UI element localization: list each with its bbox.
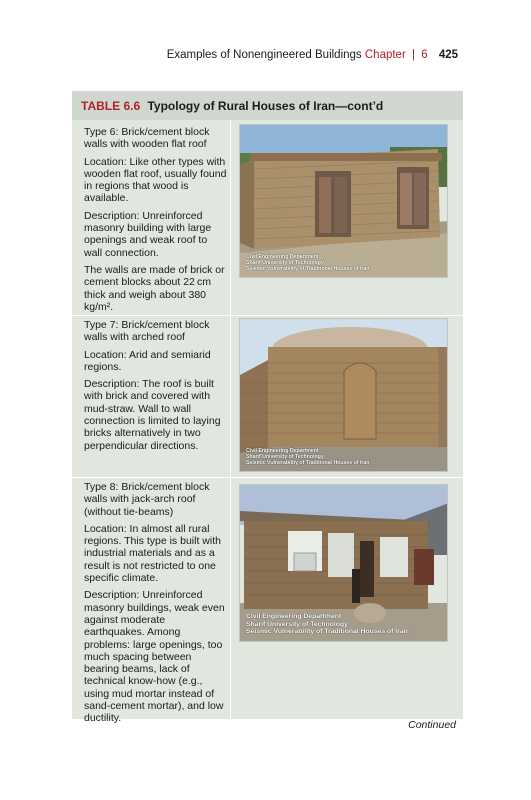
row-paragraph: Type 7: Brick/cement block walls with arched roof: [84, 319, 210, 344]
row-paragraph: Type 6: Brick/cement block walls with wooden flat roof: [84, 126, 210, 151]
table-row-type-6-description: [84, 126, 227, 318]
row-paragraph: Description: The roof is built with brick and covered with mud-straw. Wall to wall connection is limited to laying bricks alternatively in two perpendicular directions.: [84, 378, 221, 452]
photo-credit: Civil Engineering Department Sharif University of Technology Seismic Vulnerability of Traditional Houses of Iran: [246, 448, 370, 466]
row-paragraph: Location: Like other types with wooden flat roof, usually found in regions that wood is available.: [84, 155, 227, 205]
running-head: [167, 49, 458, 61]
photo-type-7-arched-roof-house: [239, 318, 448, 472]
continued-note: Continued: [408, 719, 456, 731]
photo-type-6-flat-roof-house: [239, 124, 448, 278]
row-paragraph: The walls are made of brick or cement blocks about 22 cm thick and weigh about 380 kg/m².: [84, 263, 225, 313]
photo-type-8-jack-arch-roof-house: [239, 484, 448, 642]
chapter-number: 6: [421, 49, 428, 61]
row-paragraph: Description: Unreinforced masonry buildings, weak even against moderate earthquakes. Among problems: large openings, too much spacing between bearing beams, lack of technical know-how (e.g., using mud mortar instead of sand-cement mortar), and low ductility.: [84, 589, 225, 725]
table-label: TABLE 6.6: [81, 99, 141, 113]
running-title: Examples of Nonengineered Buildings: [166, 49, 362, 61]
table-title: Typology of Rural Houses of Iran—cont’d: [147, 99, 384, 113]
header-separator: |: [412, 49, 415, 61]
table-row-type-7-description: [84, 319, 227, 457]
row-paragraph: Location: Arid and semiarid regions.: [84, 348, 211, 373]
table-caption: [72, 91, 463, 120]
row-divider: [72, 477, 463, 478]
photo-credit: Civil Engineering Department Sharif University of Technology Seismic Vulnerability of Traditional Houses of Iran: [246, 613, 408, 636]
page-number: 425: [438, 49, 458, 61]
row-paragraph: Description: Unreinforced masonry building with large openings and weak roof to wall connection.: [84, 209, 212, 259]
column-divider: [230, 120, 231, 719]
row-paragraph: Type 8: Brick/cement block walls with jack-arch roof (without tie-beams): [84, 481, 210, 518]
row-paragraph: Location: In almost all rural regions. This type is built with industrial materials and as a result is not restricted to one specific climate.: [84, 522, 221, 585]
table-row-type-8-description: [84, 481, 227, 730]
chapter-label: Chapter: [364, 49, 406, 61]
photo-credit: Civil Engineering Department Sharif University of Technology Seismic Vulnerability of Traditional Houses of Iran: [246, 254, 370, 272]
